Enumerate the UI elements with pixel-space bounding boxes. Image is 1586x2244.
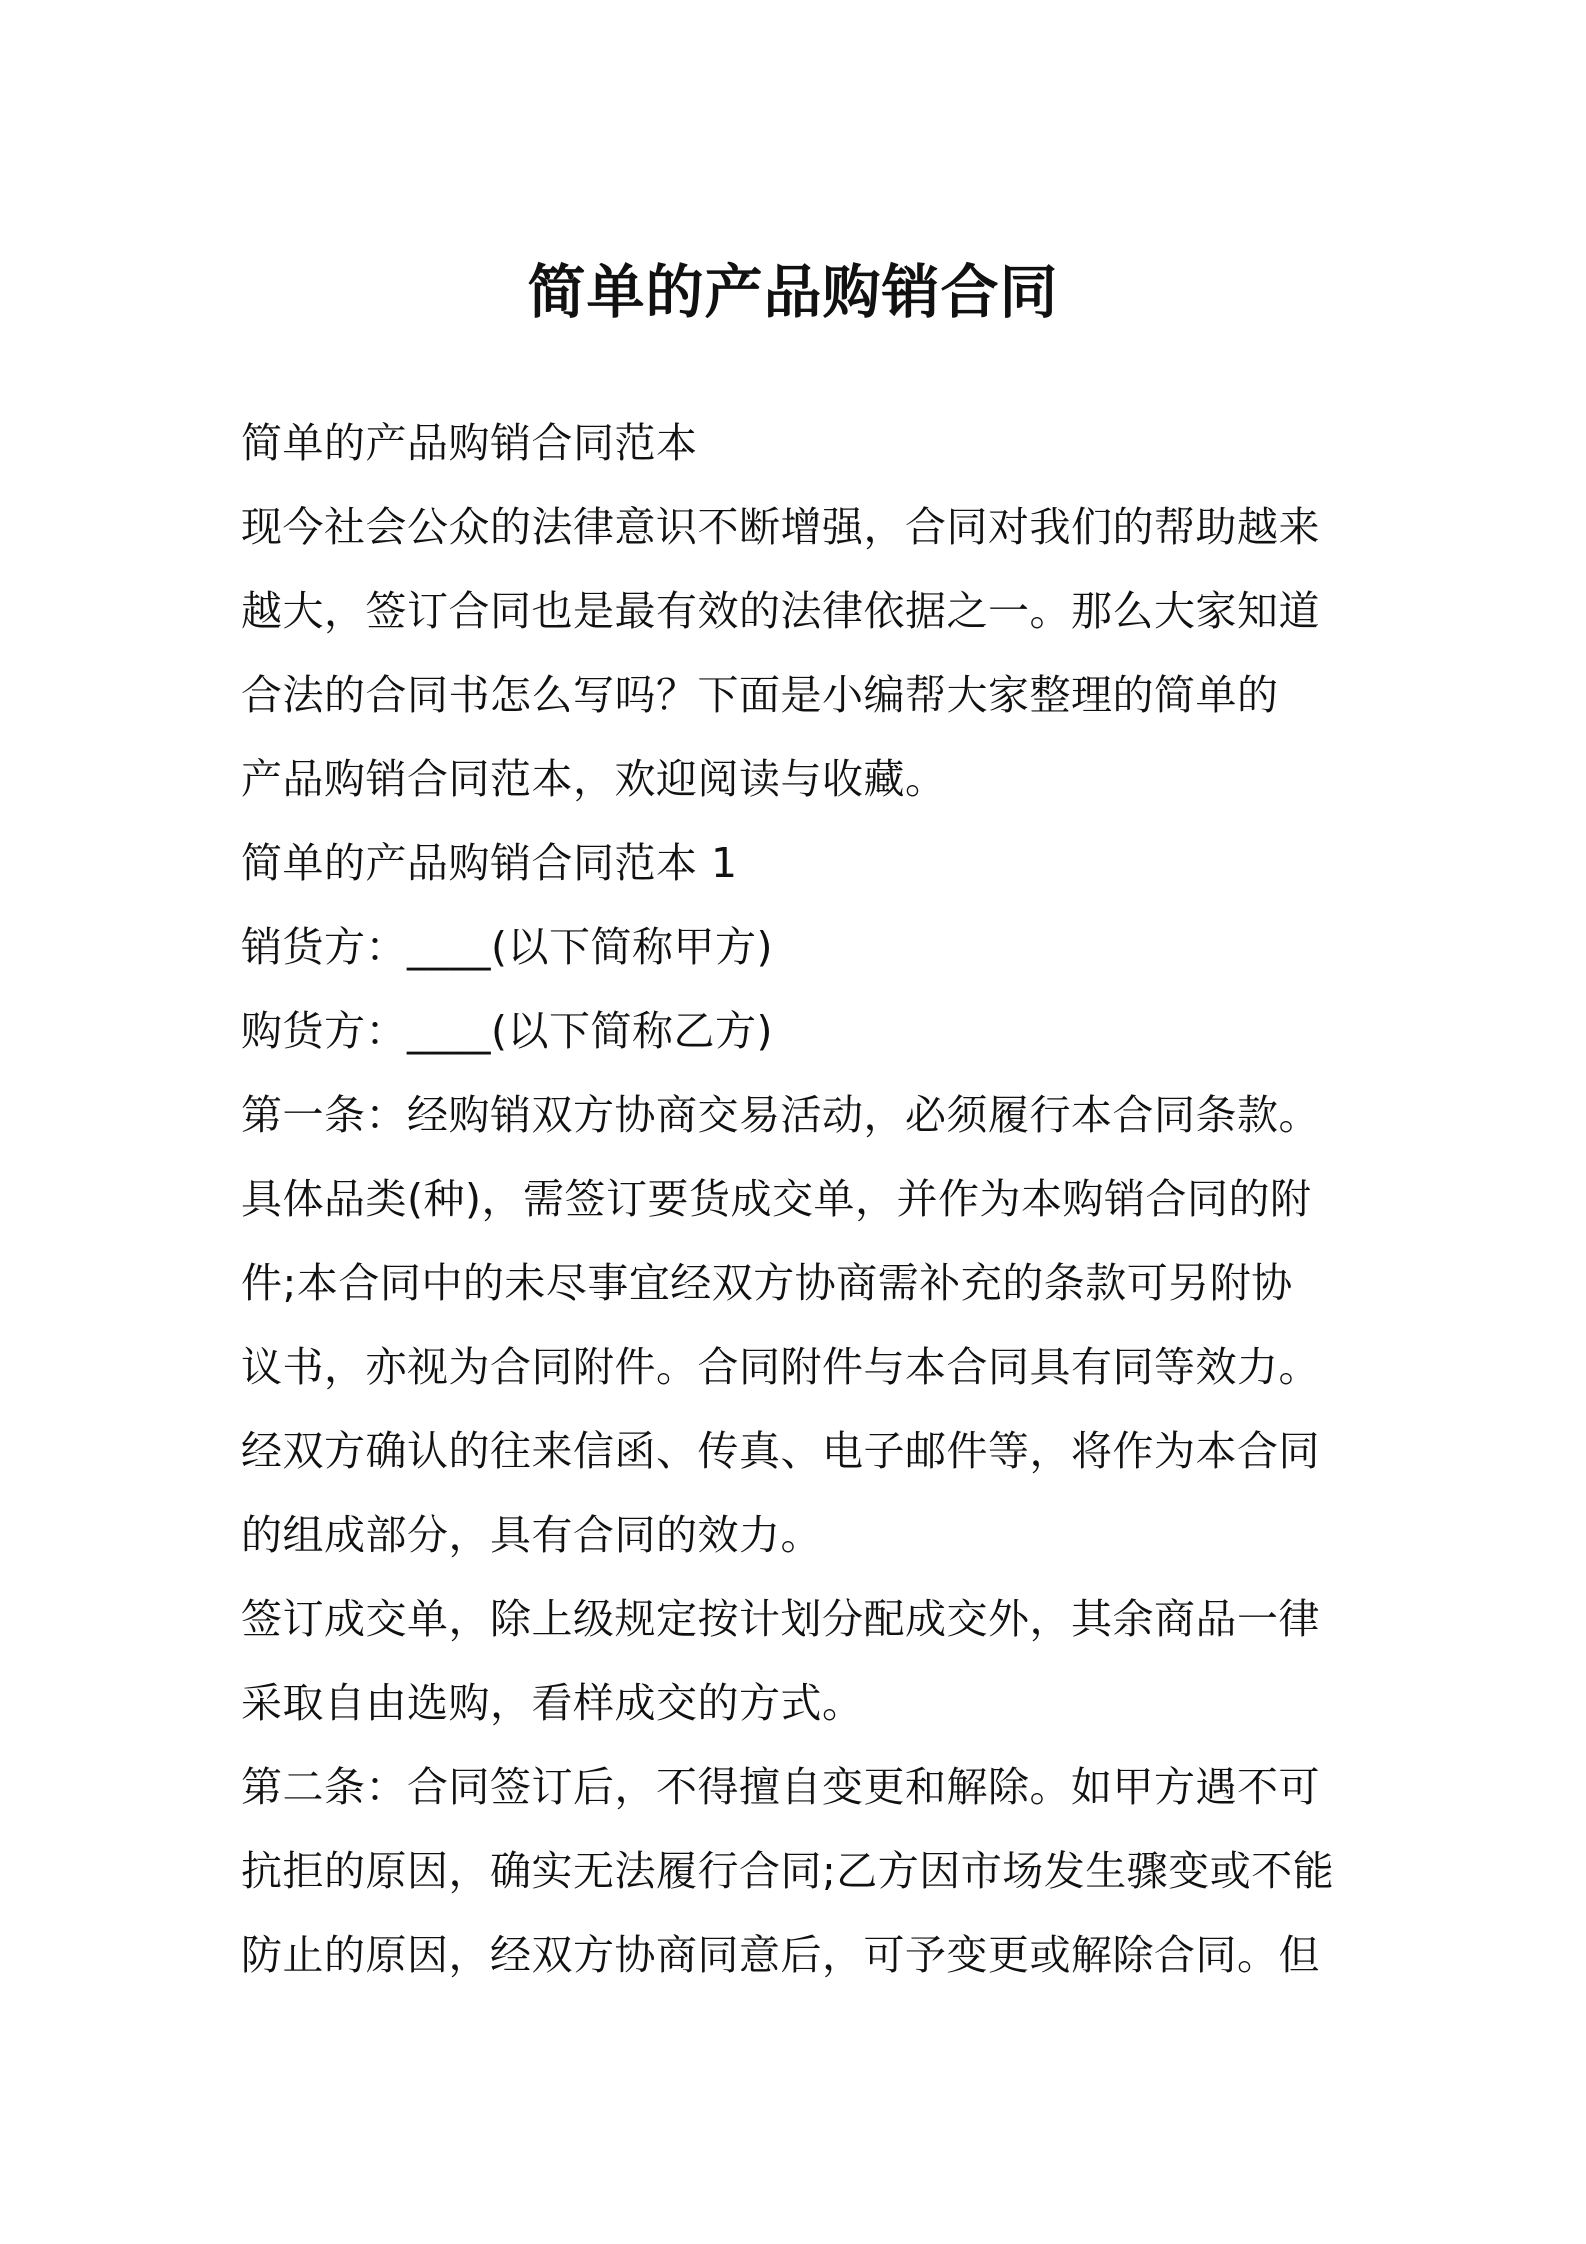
- clause-line: 抗拒的原因，确实无法履行合同;乙方因市场发生骤变或不能: [241, 1847, 1335, 1895]
- paragraph-line: 现今社会公众的法律意识不断增强，合同对我们的帮助越来: [241, 503, 1320, 551]
- clause-line: 的组成部分，具有合同的效力。: [241, 1511, 822, 1559]
- buyer-line: 购货方：____(以下简称乙方): [241, 1007, 773, 1055]
- document-body: [241, 401, 1361, 1997]
- paragraph-line: 合法的合同书怎么写吗？下面是小编帮大家整理的简单的: [241, 671, 1279, 719]
- clause-line: 经双方确认的往来信函、传真、电子邮件等，将作为本合同: [241, 1427, 1320, 1475]
- subtitle-line: 简单的产品购销合同范本: [241, 419, 698, 467]
- clause-line: 第一条：经购销双方协商交易活动，必须履行本合同条款。: [241, 1091, 1320, 1139]
- seller-line: 销货方：____(以下简称甲方): [241, 923, 773, 971]
- clause-line: 采取自由选购，看样成交的方式。: [241, 1679, 864, 1727]
- clause-line: 议书，亦视为合同附件。合同附件与本合同具有同等效力。: [241, 1343, 1320, 1391]
- clause-line: 具体品类(种)，需签订要货成交单，并作为本购销合同的附: [241, 1175, 1312, 1223]
- clause-line: 防止的原因，经双方协商同意后，可予变更或解除合同。但: [241, 1931, 1320, 1979]
- clause-line: 件;本合同中的未尽事宜经双方协商需补充的条款可另附协: [241, 1259, 1293, 1307]
- clause-line: 签订成交单，除上级规定按计划分配成交外，其余商品一律: [241, 1595, 1320, 1643]
- paragraph-line: 产品购销合同范本，欢迎阅读与收藏。: [241, 755, 947, 803]
- clause-line: 第二条：合同签订后，不得擅自变更和解除。如甲方遇不可: [241, 1763, 1320, 1811]
- document-title: 简单的产品购销合同: [527, 258, 1059, 326]
- paragraph-line: 越大，签订合同也是最有效的法律依据之一。那么大家知道: [241, 587, 1320, 635]
- section-heading-line: 简单的产品购销合同范本 1: [241, 839, 738, 887]
